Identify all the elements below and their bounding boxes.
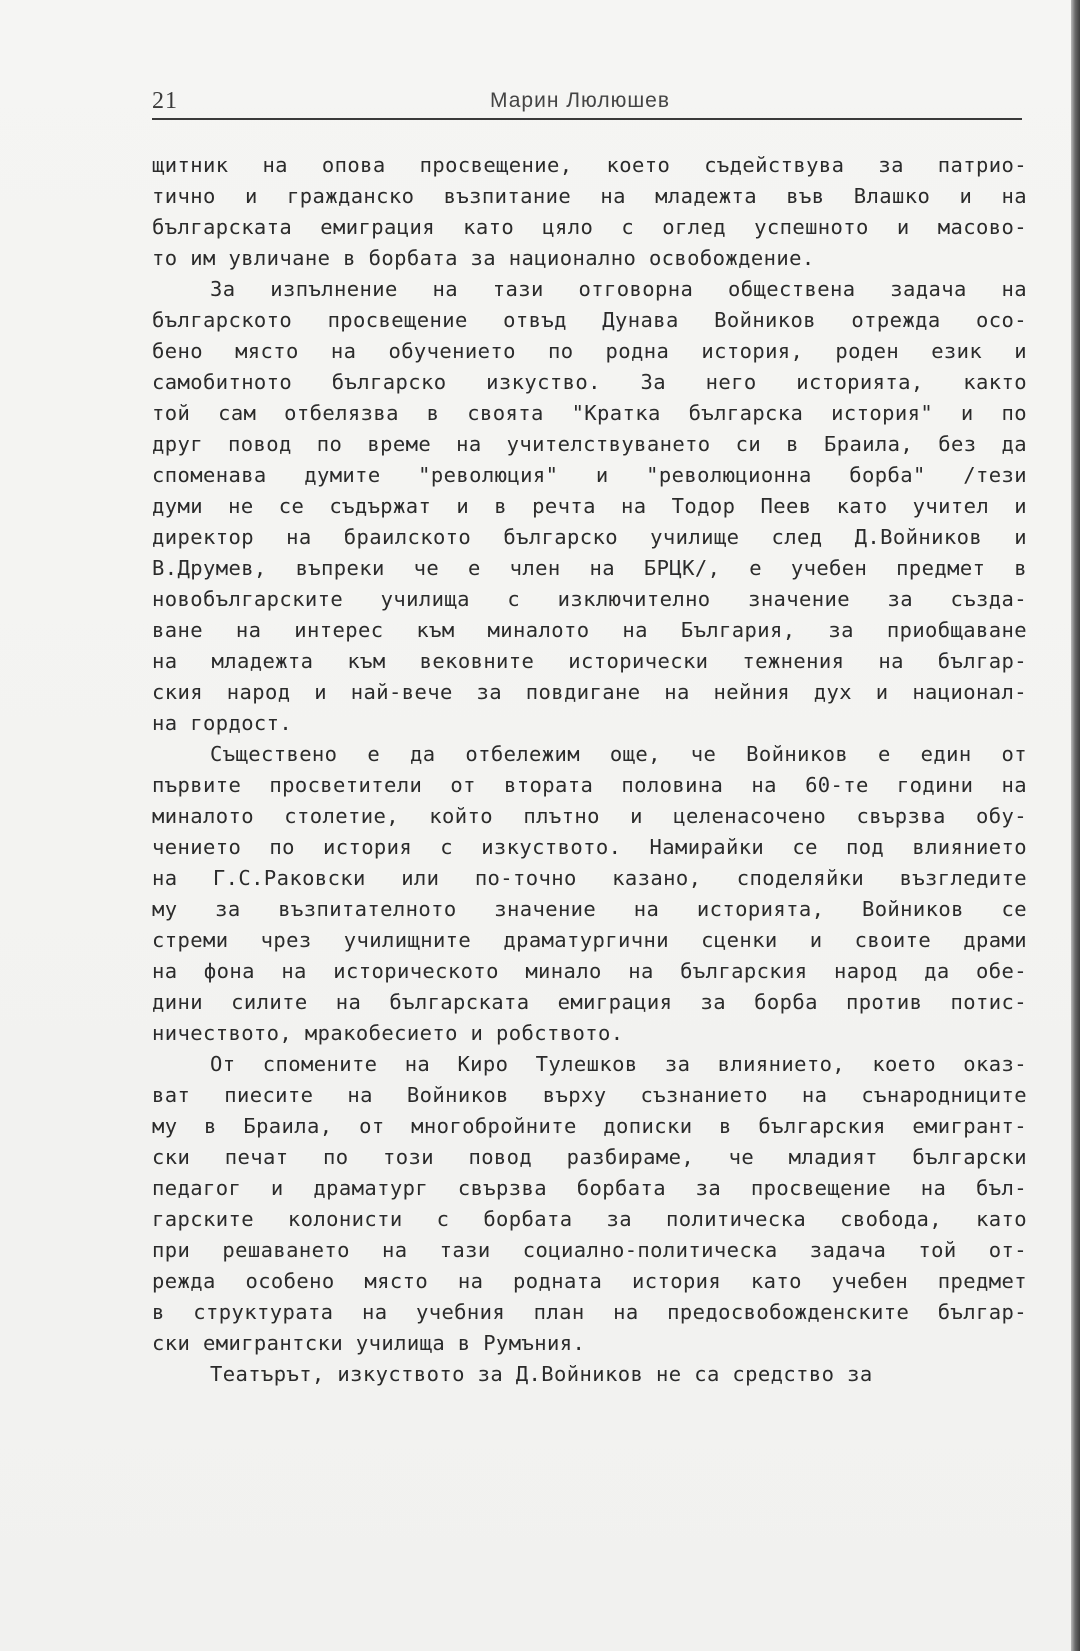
page-number: 21 [152,88,178,114]
text-line: ски емигрантски училища в Румъния. [152,1331,586,1355]
text-line: новобългарските училища с изключително значение за създа- [152,587,1027,611]
text-line: на гордост. [152,711,293,735]
text-line: ване на интерес към миналото на България, за приобщаване [152,618,1027,642]
text-line: чението по история с изкуството. Намирайки се под влиянието [152,835,1027,859]
text-line: режда особено място на родната история като учебен предмет [152,1269,1027,1293]
text-line: първите просветители от втората половина на 60-те години на [152,773,1027,797]
text-line: му в Браила, от многобройните дописки в българския емигрант- [152,1114,1027,1138]
text-line: споменава думите "революция" и "революционна борба" /тези [152,463,1027,487]
text-line: ски печат по този повод разбираме, че младият български [152,1145,1027,1169]
text-line: За изпълнение на тази отговорна обществена задача на [210,277,1027,301]
text-line: на фона на историческото минало на българския народ да обе- [152,959,1027,983]
text-line: педагог и драматург свързва борбата за просвещение на бъл- [152,1176,1027,1200]
text-line: директор на браилското българско училище след Д.Войников и [152,525,1027,549]
text-line: гарските колонисти с борбата за политическа свобода, като [152,1207,1027,1231]
text-line: българското просвещение отвъд Дунава Войников отрежда осо- [152,308,1027,332]
text-line: той сам отбелязва в своята "Кратка българска история" и по [152,401,1027,425]
text-line: ничеството, мракобесието и робството. [152,1021,624,1045]
text-line: самобитното българско изкуство. За него историята, както [152,370,1027,394]
text-line: при решаването на тази социално-политическа задача той от- [152,1238,1027,1262]
page-edge-shadow [1071,0,1080,1651]
text-line: тично и гражданско възпитание на младежта във Влашко и на [152,184,1027,208]
text-line: в структурата на учебния план на предосвобожденските българ- [152,1300,1027,1324]
text-line: Театърът, изкуството за Д.Войников не са средство за [210,1362,873,1386]
body-text [152,150,1027,1390]
text-line: Съществено е да отбележим още, че Войников е един от [210,742,1027,766]
text-line: бено място на обучението по родна история, роден език и [152,339,1027,363]
text-line: българската емиграция като цяло с оглед успешното и масово- [152,215,1027,239]
text-line: друг повод по време на учителствуването си в Браила, без да [152,432,1027,456]
text-line: то им увличане в борбата за национално освобождение. [152,246,815,270]
text-line: думи не се съдържат и в речта на Тодор Пеев като учител и [152,494,1027,518]
text-line: на Г.С.Раковски или по-точно казано, споделяйки възгледите [152,866,1027,890]
text-line: В.Друмев, въпреки че е член на БРЦК/, е учебен предмет в [152,556,1027,580]
text-line: дини силите на българската емиграция за борба против потис- [152,990,1027,1014]
running-title: Марин Люлюшев [490,89,671,112]
text-line: ския народ и най-вече за повдигане на нейния дух и национал- [152,680,1027,704]
text-line: стреми чрез училищните драматургични сценки и своите драми [152,928,1027,952]
text-line: От спомените на Киро Тулешков за влиянието, което оказ- [210,1052,1027,1076]
text-line: му за възпитателното значение на историята, Войников се [152,897,1027,921]
page-header [152,88,1022,120]
text-line: на младежта към вековните исторически тежнения на българ- [152,649,1027,673]
text-line: миналото столетие, който плътно и целенасочено свързва обу- [152,804,1027,828]
text-line: ват пиесите на Войников върху съзнанието на сънародниците [152,1083,1027,1107]
text-line: щитник на опова просвещение, което съдействува за патрио- [152,153,1027,177]
